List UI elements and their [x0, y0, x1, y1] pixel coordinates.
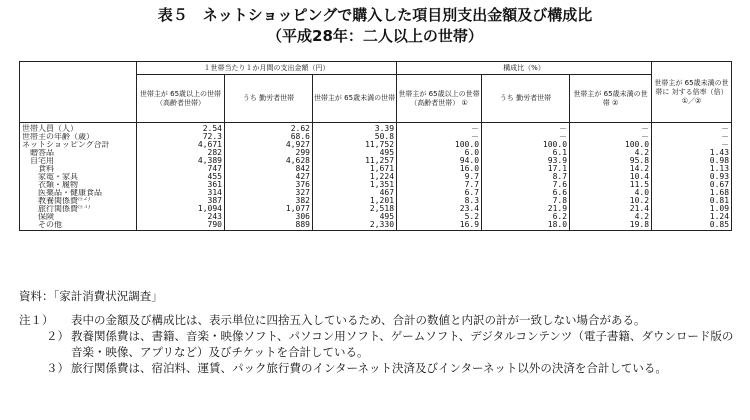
cell-c: 50.8	[313, 133, 397, 141]
row-label-text: 贈答品	[30, 149, 54, 157]
page-title: 表５ ネットショッピングで購入した項目別支出金額及び構成比	[157, 6, 593, 24]
cell-b: 4,927	[225, 141, 313, 149]
cell-a: 2.54	[137, 123, 225, 134]
cell-f: 95.8	[570, 157, 652, 165]
row-note-ref: 注３)	[78, 205, 90, 210]
cell-b: 382	[225, 197, 313, 205]
row-label-text: 世帯人員（人）	[22, 124, 78, 133]
cell-d: 23.4	[397, 205, 482, 213]
cell-e: 7.6	[482, 181, 570, 189]
cell-f: 19.8	[570, 221, 652, 231]
cell-d: 94.0	[397, 157, 482, 165]
row-label-text: 衣類・履物	[38, 181, 78, 189]
cell-b: 842	[225, 165, 313, 173]
row-label	[20, 181, 137, 189]
table-row	[20, 133, 732, 141]
cell-d: 5.2	[397, 213, 482, 221]
row-label-text: 家電・家具	[38, 173, 78, 181]
cell-b: 427	[225, 173, 313, 181]
row-label	[20, 141, 137, 149]
cell-e: 21.9	[482, 205, 570, 213]
cell-c: 11,752	[313, 141, 397, 149]
row-label	[20, 149, 137, 157]
cell-e: 7.8	[482, 197, 570, 205]
cell-g: 1.43	[652, 149, 732, 157]
cell-a: 747	[137, 165, 225, 173]
cell-c: 495	[313, 149, 397, 157]
cell-e: 17.1	[482, 165, 570, 173]
cell-a: 243	[137, 213, 225, 221]
row-label	[20, 213, 137, 221]
cell-f: 4.2	[570, 213, 652, 221]
cell-c: 495	[313, 213, 397, 221]
cell-e: －	[482, 123, 570, 134]
cell-g: 1.13	[652, 165, 732, 173]
cell-g: 0.98	[652, 157, 732, 165]
note-2-label: ２）	[46, 329, 69, 343]
cell-d: 6.0	[397, 149, 482, 157]
row-label-text: 医薬品・健康食品	[38, 189, 102, 197]
cell-c: 1,224	[313, 173, 397, 181]
table-row	[20, 221, 732, 231]
note-1-label: 注１）	[19, 313, 54, 327]
table-row	[20, 141, 732, 149]
cell-d: －	[397, 123, 482, 134]
table-row	[20, 205, 732, 213]
cell-d: 6.7	[397, 189, 482, 197]
cell-a: 72.3	[137, 133, 225, 141]
cell-d: 9.7	[397, 173, 482, 181]
cell-e: 18.0	[482, 221, 570, 231]
cell-c: 467	[313, 189, 397, 197]
cell-e: 100.0	[482, 141, 570, 149]
expenditure-table	[19, 61, 732, 231]
cell-f: 11.5	[570, 181, 652, 189]
cell-b: 1,077	[225, 205, 313, 213]
cell-c: 11,257	[313, 157, 397, 165]
cell-g: －	[652, 123, 732, 134]
table-row	[20, 157, 732, 165]
row-label	[20, 165, 137, 173]
row-label-text: ネットショッピング合計	[22, 141, 110, 149]
cell-a: 790	[137, 221, 225, 231]
cell-c: 2,518	[313, 205, 397, 213]
row-label-text: 世帯主の年齢（歳）	[22, 133, 94, 141]
cell-b: 306	[225, 213, 313, 221]
cell-e: －	[482, 133, 570, 141]
cell-f: 10.4	[570, 173, 652, 181]
header-elderly: 世帯主が 65歳以上の世帯 （高齢者世帯）	[137, 75, 225, 123]
row-label	[20, 173, 137, 181]
cell-a: 361	[137, 181, 225, 189]
header-worker-pct: うち 勤労者世帯	[482, 75, 570, 123]
cell-f: 21.4	[570, 205, 652, 213]
row-label-text: その他	[38, 221, 62, 229]
table-row	[20, 189, 732, 197]
cell-g: 1.24	[652, 213, 732, 221]
header-under65: 世帯主が 65歳未満の世帯	[313, 75, 397, 123]
source-note: 資料：「家計消費状況調査」	[19, 289, 163, 303]
note-3-label: ３）	[46, 361, 69, 375]
row-label	[20, 123, 137, 134]
cell-b: 889	[225, 221, 313, 231]
row-label	[20, 205, 137, 213]
cell-b: 2.62	[225, 123, 313, 134]
cell-e: 6.2	[482, 213, 570, 221]
page-subtitle: （平成28年：二人以上の世帯）	[267, 27, 483, 45]
cell-a: 1,094	[137, 205, 225, 213]
cell-b: 327	[225, 189, 313, 197]
notes-section	[19, 288, 744, 376]
cell-f: －	[570, 123, 652, 134]
note-1-text: 表中の金額及び構成比は、表示単位に四捨五入しているため、合計の数値と内訳の計が一致しない場合がある。	[71, 313, 646, 327]
table-row	[20, 123, 732, 134]
table-row	[20, 197, 732, 205]
cell-e: 6.1	[482, 149, 570, 157]
cell-f: －	[570, 133, 652, 141]
cell-c: 2,330	[313, 221, 397, 231]
row-label	[20, 133, 137, 141]
row-label	[20, 197, 137, 205]
cell-d: 16.0	[397, 165, 482, 173]
cell-e: 8.7	[482, 173, 570, 181]
row-label	[20, 189, 137, 197]
cell-c: 1,671	[313, 165, 397, 173]
row-label	[20, 157, 137, 165]
cell-a: 4,389	[137, 157, 225, 165]
cell-f: 100.0	[570, 141, 652, 149]
header-multiple: 世帯主が 65歳未満の世帯に 対する倍率（倍） ①／②	[652, 62, 732, 123]
cell-f: 4.2	[570, 149, 652, 157]
note-2-text: 教養関係費は、書籍、音楽・映像ソフト、パソコン用ソフト、ゲームソフト、デジタルコンテンツ（電子書籍、ダウンロード版の音楽・映像、アプリなど）及びチケットを合計している。	[71, 329, 734, 359]
cell-c: 1,351	[313, 181, 397, 189]
row-label-text: 旅行関係費	[38, 205, 78, 213]
row-note-ref: 注２)	[78, 197, 90, 202]
table-row	[20, 173, 732, 181]
cell-d: 8.3	[397, 197, 482, 205]
note-2	[19, 328, 744, 360]
table-row	[20, 149, 732, 157]
cell-d: 7.7	[397, 181, 482, 189]
cell-d: －	[397, 133, 482, 141]
cell-a: 387	[137, 197, 225, 205]
note-3-text: 旅行関係費は、宿泊料、運賃、パック旅行費のインターネット決済及びインターネット以外の決済を合計している。	[71, 361, 667, 375]
header-under65-pct: 世帯主が 65歳未満の世帯 ②	[570, 75, 652, 123]
cell-a: 314	[137, 189, 225, 197]
header-elderly-pct: 世帯主が 65歳以上の世帯 （高齢者世帯） ①	[397, 75, 482, 123]
table-body	[20, 123, 732, 231]
header-amount-group: １世帯当たり１か月間の支出金額（円）	[137, 62, 397, 75]
cell-f: 4.0	[570, 189, 652, 197]
cell-a: 282	[137, 149, 225, 157]
cell-g: 0.93	[652, 173, 732, 181]
cell-g: 0.85	[652, 221, 732, 231]
cell-g: 0.81	[652, 197, 732, 205]
cell-g: －	[652, 141, 732, 149]
cell-b: 68.6	[225, 133, 313, 141]
cell-c: 3.39	[313, 123, 397, 134]
row-label-text: 保険	[38, 213, 54, 221]
note-1	[19, 312, 744, 328]
row-label	[20, 221, 137, 231]
cell-b: 299	[225, 149, 313, 157]
row-label-text: 自宅用	[30, 157, 54, 165]
note-3	[19, 360, 744, 376]
cell-e: 6.6	[482, 189, 570, 197]
header-blank	[20, 62, 137, 123]
row-label-text: 食料	[38, 165, 54, 173]
cell-b: 4,628	[225, 157, 313, 165]
cell-a: 455	[137, 173, 225, 181]
header-worker: うち 勤労者世帯	[225, 75, 313, 123]
cell-f: 10.2	[570, 197, 652, 205]
table-row	[20, 181, 732, 189]
cell-g: 1.09	[652, 205, 732, 213]
cell-g: 0.67	[652, 181, 732, 189]
cell-f: 14.2	[570, 165, 652, 173]
cell-g: －	[652, 133, 732, 141]
table-row	[20, 213, 732, 221]
cell-d: 16.9	[397, 221, 482, 231]
header-ratio-group: 構成比（%）	[397, 62, 652, 75]
table-row	[20, 165, 732, 173]
cell-b: 376	[225, 181, 313, 189]
cell-g: 1.68	[652, 189, 732, 197]
cell-d: 100.0	[397, 141, 482, 149]
cell-e: 93.9	[482, 157, 570, 165]
row-label-text: 教養関係費	[38, 197, 78, 205]
cell-c: 1,201	[313, 197, 397, 205]
cell-a: 4,671	[137, 141, 225, 149]
